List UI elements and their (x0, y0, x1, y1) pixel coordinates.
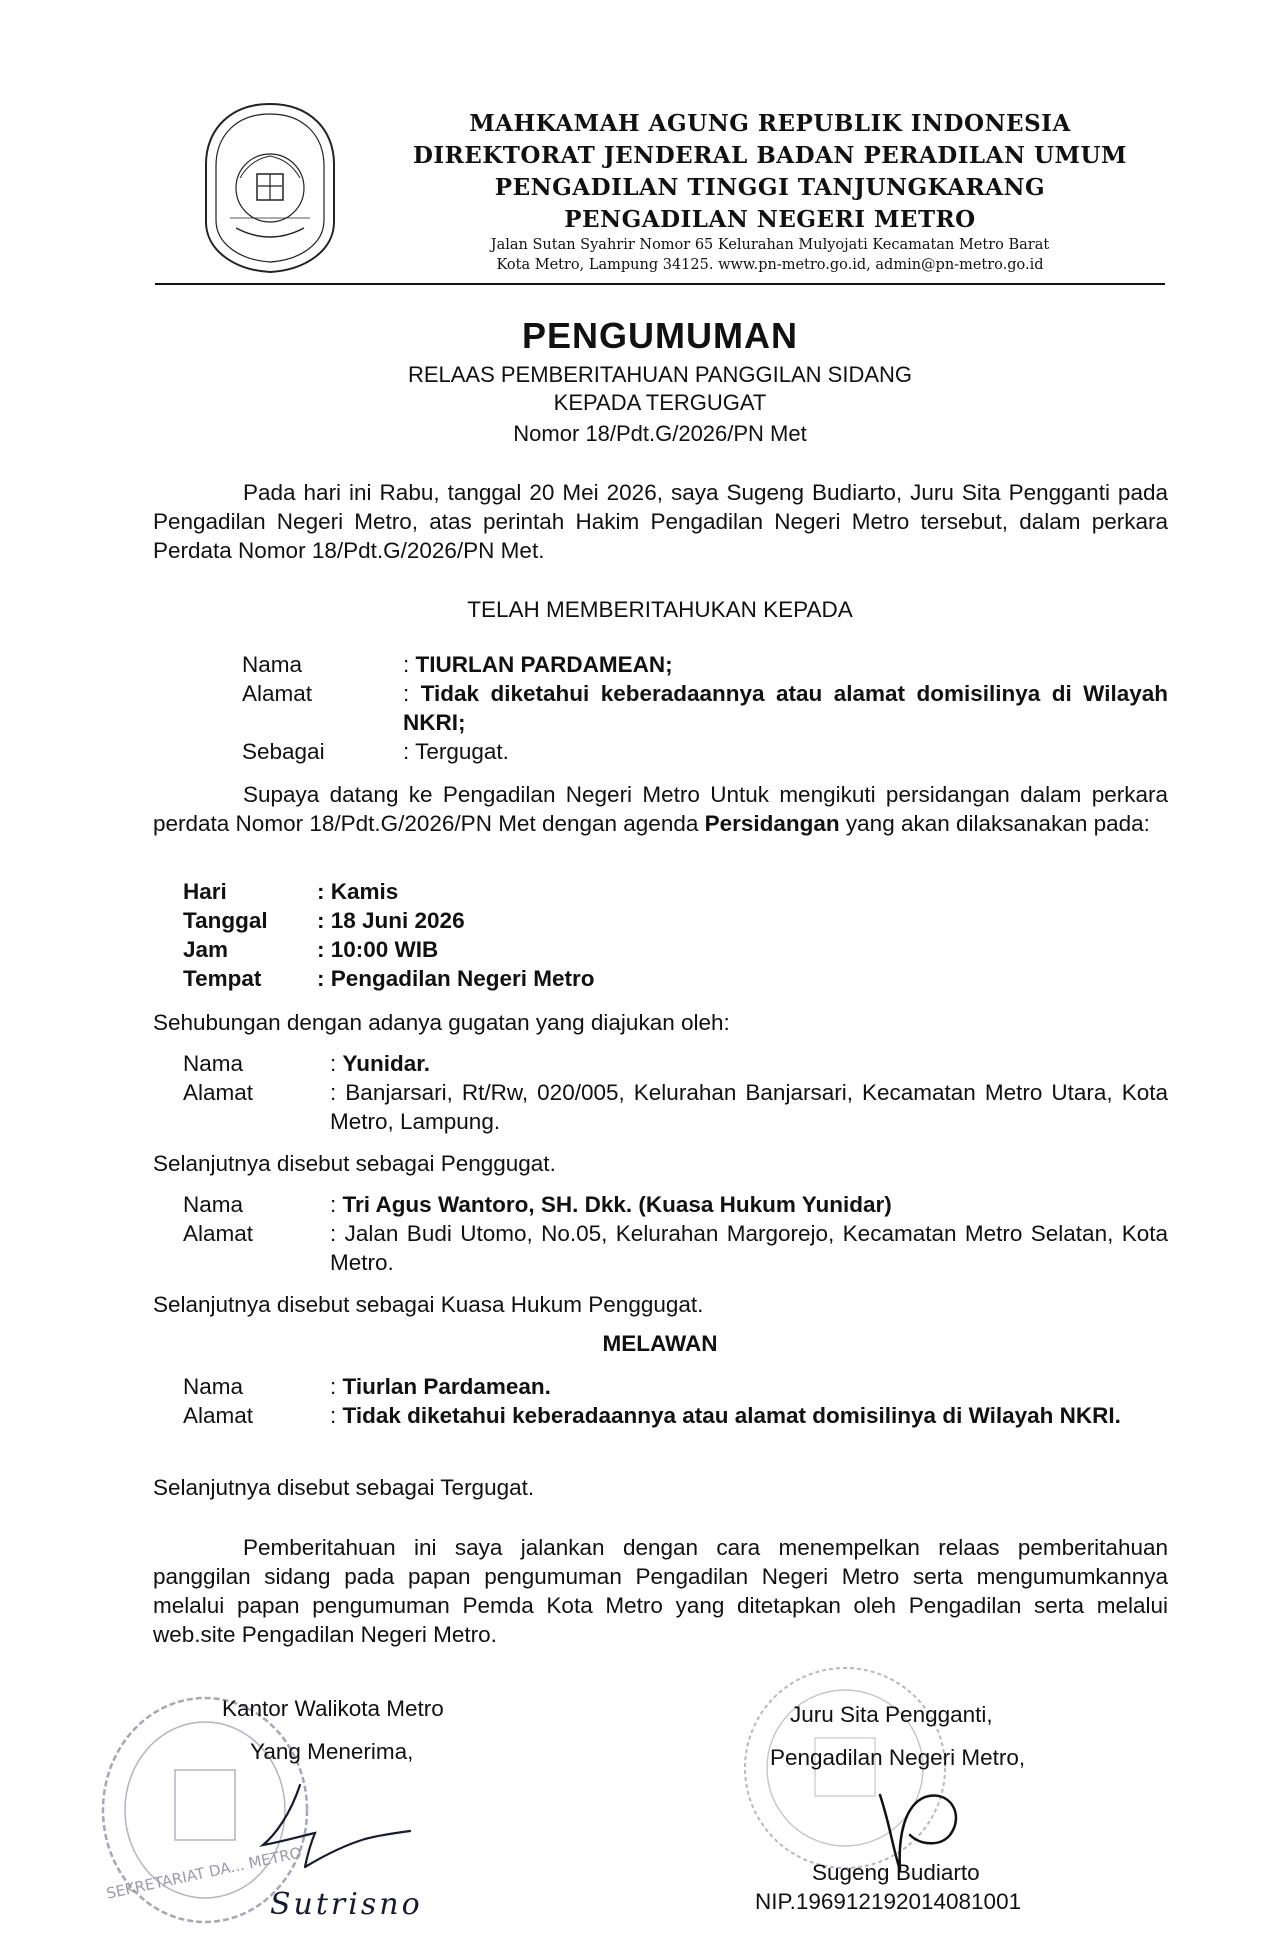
plaintiff-closing: Selanjutnya disebut sebagai Penggugat. (153, 1151, 556, 1176)
recipient-alamat-label: Alamat (242, 681, 313, 706)
letterhead-line-2: DIREKTORAT JENDERAL BADAN PERADILAN UMUM (412, 142, 1128, 169)
schedule-tempat-label: Tempat (183, 966, 262, 991)
page-title: PENGUMUMAN (522, 315, 798, 356)
recipient-nama: : TIURLAN PARDAMEAN; (403, 650, 1168, 679)
left-handwritten-name: Sutrisno (270, 1887, 423, 1922)
schedule-hari: : Kamis (317, 879, 399, 904)
case-number: Nomor 18/Pdt.G/2026/PN Met (513, 421, 807, 446)
versus-heading: MELAWAN (602, 1331, 718, 1356)
counsel-closing: Selanjutnya disebut sebagai Kuasa Hukum Penggugat. (153, 1292, 704, 1317)
letterhead-divider (155, 283, 1165, 285)
letterhead-address-2: Kota Metro, Lampung 34125. www.pn-metro.go.id, admin@pn-metro.go.id (496, 257, 1044, 273)
plaintiff-alamat-label: Alamat (183, 1080, 254, 1105)
notice-heading: TELAH MEMBERITAHUKAN KEPADA (467, 597, 853, 622)
plaintiff-nama-label: Nama (183, 1051, 244, 1076)
left-signature-line-1: Kantor Walikota Metro (222, 1696, 444, 1721)
schedule-tanggal-label: Tanggal (183, 908, 268, 933)
schedule-jam: : 10:00 WIB (317, 937, 439, 962)
plaintiff-nama: : Yunidar. (330, 1051, 431, 1076)
schedule-tanggal: : 18 Juni 2026 (317, 908, 465, 933)
recipient-nama-label: Nama (242, 652, 303, 677)
schedule-jam-label: Jam (183, 937, 229, 962)
letterhead-line-3: PENGADILAN TINGGI TANJUNGKARANG (494, 174, 1046, 201)
defendant-closing: Selanjutnya disebut sebagai Tergugat. (153, 1475, 535, 1500)
counsel-nama: : Tri Agus Wantoro, SH. Dkk. (Kuasa Hukum Yunidar) (330, 1192, 892, 1217)
letterhead-address-1: Jalan Sutan Syahrir Nomor 65 Kelurahan Mulyojati Kecamatan Metro Barat (490, 237, 1050, 253)
signatory-nip: NIP.196912192014081001 (755, 1889, 1022, 1914)
subtitle-2: KEPADA TERGUGAT (553, 390, 767, 415)
schedule-tempat: : Pengadilan Negeri Metro (317, 966, 595, 991)
signatory-name: Sugeng Budiarto (812, 1860, 980, 1885)
closing-paragraph: Pemberitahuan ini saya jalankan dengan cara menempelkan relaas pemberitahuan panggilan sidang pada papan pengumuman Pengadilan Negeri Metro serta mengumumkannya melalui papan pengumuman Pemda Kota Metro yang ditetapkan oleh Pengadilan serta melalui web.site Pengadilan Negeri Metro. (153, 1535, 1168, 1647)
lawsuit-intro: Sehubungan dengan adanya gugatan yang diajukan oleh: (153, 1010, 730, 1035)
left-signature-line-2: Yang Menerima, (250, 1739, 414, 1764)
counsel-alamat-label: Alamat (183, 1221, 254, 1246)
counsel-alamat: : Jalan Budi Utomo, No.05, Kelurahan Margorejo, Kecamatan Metro Selatan, Kota Metro. (330, 1221, 1168, 1275)
subtitle-1: RELAAS PEMBERITAHUAN PANGGILAN SIDANG (407, 362, 913, 387)
left-signature-scribble (255, 1775, 425, 1905)
plaintiff-alamat: : Banjarsari, Rt/Rw, 020/005, Kelurahan Banjarsari, Kecamatan Metro Utara, Kota Metro, Lampung. (330, 1080, 1168, 1134)
defendant-nama-label: Nama (183, 1374, 244, 1399)
recipient-sebagai: : Tergugat. (403, 739, 509, 764)
summons-paragraph: Supaya datang ke Pengadilan Negeri Metro Untuk mengikuti persidangan dalam perkara perdata Nomor 18/Pdt.G/2026/PN Met dengan agenda Persidangan yang akan dilaksanakan pada: (153, 782, 1168, 836)
intro-paragraph: Pada hari ini Rabu, tanggal 20 Mei 2026, saya Sugeng Budiarto, Juru Sita Pengganti pada Pengadilan Negeri Metro, atas perintah Hakim Pengadilan Negeri Metro tersebut, dalam perkara Perdata Nomor 18/Pdt.G/2026/PN Met. (153, 480, 1168, 563)
right-signature-line-2: Pengadilan Negeri Metro, (770, 1745, 1026, 1770)
stamp-text: SEKRETARIAT DA... METRO (104, 1843, 304, 1903)
schedule-hari-label: Hari (183, 879, 227, 904)
defendant-nama: : Tiurlan Pardamean. (330, 1374, 551, 1399)
defendant-alamat: : Tidak diketahui keberadaannya atau alamat domisilinya di Wilayah NKRI. (330, 1403, 1121, 1428)
defendant-alamat-label: Alamat (183, 1403, 254, 1428)
court-seal-logo (200, 100, 340, 276)
right-signature-line-1: Juru Sita Pengganti, (790, 1702, 993, 1727)
recipient-sebagai-label: Sebagai (242, 739, 325, 764)
counsel-nama-label: Nama (183, 1192, 244, 1217)
letterhead-line-4: PENGADILAN NEGERI METRO (564, 206, 976, 233)
recipient-alamat: : Tidak diketahui keberadaannya atau alamat domisilinya di Wilayah NKRI; (403, 681, 1168, 735)
letterhead-line-1: MAHKAMAH AGUNG REPUBLIK INDONESIA (469, 110, 1071, 137)
